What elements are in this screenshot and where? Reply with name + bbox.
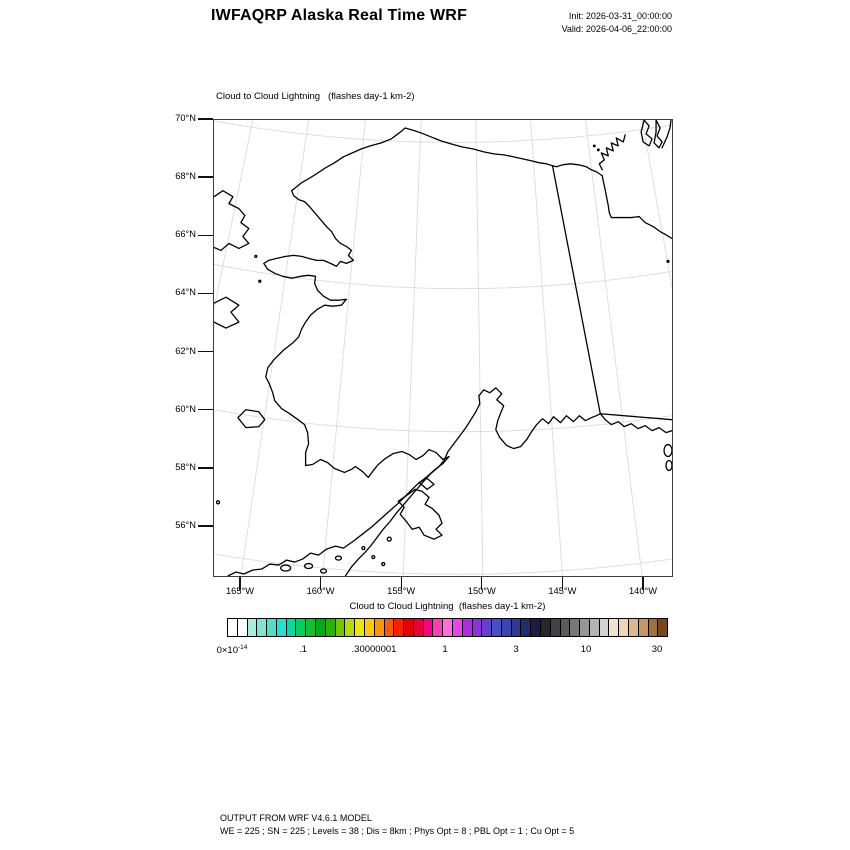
colorbar-cell bbox=[287, 619, 297, 636]
border-southeast bbox=[600, 414, 672, 420]
colorbar-cell bbox=[619, 619, 629, 636]
lon-tick-label: 165°W bbox=[225, 586, 254, 596]
colorbar-tick-label: .1 bbox=[299, 644, 307, 655]
footer-model-line: OUTPUT FROM WRF V4.6.1 MODEL bbox=[220, 813, 372, 823]
colorbar-cell bbox=[482, 619, 492, 636]
lat-tick-label: 56°N bbox=[175, 520, 196, 530]
st-lawrence-island bbox=[214, 297, 239, 328]
colorbar-cell bbox=[326, 619, 336, 636]
colorbar-cell bbox=[443, 619, 453, 636]
colorbar-cell bbox=[580, 619, 590, 636]
lat-tick-label: 58°N bbox=[175, 461, 196, 472]
colorbar-tick-label: 3 bbox=[513, 644, 519, 655]
footer-config-line: WE = 225 ; SN = 225 ; Levels = 38 ; Dis = 8km ; Phys Opt = 8 ; PBL Opt = 1 ; Cu Opt = 5 bbox=[220, 826, 575, 836]
valid-time-label: Valid: 2026-04-06_22:00:00 bbox=[561, 24, 672, 34]
panhandle-islet bbox=[664, 445, 672, 457]
colorbar-cell bbox=[561, 619, 571, 636]
nunivak-island bbox=[238, 410, 265, 428]
colorbar-cell bbox=[345, 619, 355, 636]
colorbar-cell bbox=[600, 619, 610, 636]
colorbar-cell bbox=[424, 619, 434, 636]
colorbar-tick-label: 1 bbox=[442, 644, 448, 655]
colorbar-cell bbox=[257, 619, 267, 636]
lat-tick-mark bbox=[198, 235, 213, 236]
chukotka-coast bbox=[214, 191, 249, 251]
ne-island-2 bbox=[654, 120, 662, 148]
colorbar-cell bbox=[316, 619, 326, 636]
lon-tick-label: 145°W bbox=[548, 586, 577, 596]
ne-coast bbox=[662, 120, 671, 148]
mainland-coast bbox=[228, 128, 602, 576]
colorbar-cell bbox=[502, 619, 512, 636]
aleutian-islet bbox=[281, 565, 291, 571]
colorbar-cell bbox=[277, 619, 287, 636]
colorbar-cell bbox=[590, 619, 600, 636]
colorbar-cell bbox=[570, 619, 580, 636]
colorbar-cell bbox=[375, 619, 385, 636]
colorbar-cell bbox=[463, 619, 473, 636]
colorbar-cell bbox=[453, 619, 463, 636]
lat-tick-mark bbox=[198, 351, 213, 352]
afognak-island bbox=[419, 478, 434, 489]
colorbar-cell bbox=[512, 619, 522, 636]
init-time-label: Init: 2026-03-31_00:00:00 bbox=[568, 11, 672, 21]
aleutian-islet bbox=[335, 556, 341, 560]
colorbar-cell bbox=[531, 619, 541, 636]
lat-tick-mark bbox=[198, 409, 213, 410]
lon-tick-label: 140°W bbox=[628, 586, 657, 596]
colorbar-cell bbox=[394, 619, 404, 636]
colorbar-cell bbox=[336, 619, 346, 636]
lat-tick-label: 60°N bbox=[175, 403, 196, 414]
colorbar-cell bbox=[414, 619, 424, 636]
colorbar-tick-label: $0\times 10^{-14}$ bbox=[216, 644, 248, 657]
lat-tick-label: 62°N bbox=[175, 345, 196, 356]
colorbar-cell bbox=[248, 619, 258, 636]
colorbar-cell bbox=[306, 619, 316, 636]
lon-tick-label: 150°W bbox=[467, 586, 496, 596]
colorbar-cell bbox=[541, 619, 551, 636]
lat-tick-mark bbox=[198, 525, 213, 526]
islet bbox=[382, 563, 385, 566]
map-subtitle: Cloud to Cloud Lightning (flashes day-1 km-2) bbox=[216, 91, 415, 102]
islet bbox=[594, 145, 596, 147]
islet bbox=[259, 280, 261, 282]
islet bbox=[216, 501, 219, 504]
lat-tick-mark bbox=[198, 293, 213, 294]
colorbar-cell bbox=[267, 619, 277, 636]
colorbar-title: Cloud to Cloud Lightning (flashes day-1 km-2) bbox=[349, 601, 546, 612]
islet bbox=[255, 255, 257, 257]
run-time-block bbox=[480, 10, 672, 36]
colorbar-cell bbox=[404, 619, 414, 636]
graticule bbox=[214, 120, 672, 576]
alaska-map-svg bbox=[214, 120, 672, 576]
lon-tick-label: 155°W bbox=[387, 586, 416, 596]
colorbar-cell bbox=[629, 619, 639, 636]
lat-tick-mark bbox=[198, 176, 213, 177]
lat-tick-mark bbox=[198, 118, 213, 119]
islet bbox=[387, 537, 391, 541]
colorbar-cell bbox=[296, 619, 306, 636]
lat-tick-label: 64°N bbox=[175, 287, 196, 298]
aleutian-islet bbox=[321, 569, 327, 573]
colorbar-cell bbox=[433, 619, 443, 636]
colorbar-tick-label: .30000001 bbox=[351, 644, 397, 655]
ne-island-1 bbox=[641, 120, 652, 146]
islet bbox=[362, 547, 365, 550]
islet bbox=[598, 149, 600, 151]
colorbar-cell bbox=[658, 619, 667, 636]
colorbar bbox=[227, 618, 668, 637]
lat-tick-mark bbox=[198, 467, 213, 468]
lat-tick-label: 70°N bbox=[175, 113, 196, 123]
map-plot-area bbox=[213, 119, 673, 577]
islet bbox=[667, 260, 669, 262]
colorbar-cell bbox=[521, 619, 531, 636]
mackenzie-delta bbox=[599, 135, 625, 170]
page-title: IWFAQRP Alaska Real Time WRF bbox=[211, 7, 468, 24]
colorbar-cell bbox=[365, 619, 375, 636]
colorbar-cell bbox=[238, 619, 248, 636]
colorbar-tick-label: 30 bbox=[651, 644, 663, 655]
lat-tick-label: 68°N bbox=[175, 171, 196, 182]
colorbar-cell bbox=[609, 619, 619, 636]
coastline bbox=[214, 120, 672, 576]
colorbar-cell bbox=[639, 619, 649, 636]
colorbar-cell bbox=[228, 619, 238, 636]
colorbar-cell bbox=[355, 619, 365, 636]
colorbar-cell bbox=[385, 619, 395, 636]
colorbar-cell bbox=[492, 619, 502, 636]
lat-tick-label: 66°N bbox=[175, 229, 196, 240]
panhandle-islet bbox=[666, 461, 672, 471]
border-141w bbox=[553, 166, 601, 414]
colorbar-tick-label: 10 bbox=[580, 644, 592, 655]
colorbar-cell bbox=[649, 619, 659, 636]
colorbar-cell bbox=[551, 619, 561, 636]
lon-tick-label: 160°W bbox=[306, 586, 335, 596]
islet bbox=[372, 556, 375, 559]
colorbar-cell bbox=[473, 619, 483, 636]
